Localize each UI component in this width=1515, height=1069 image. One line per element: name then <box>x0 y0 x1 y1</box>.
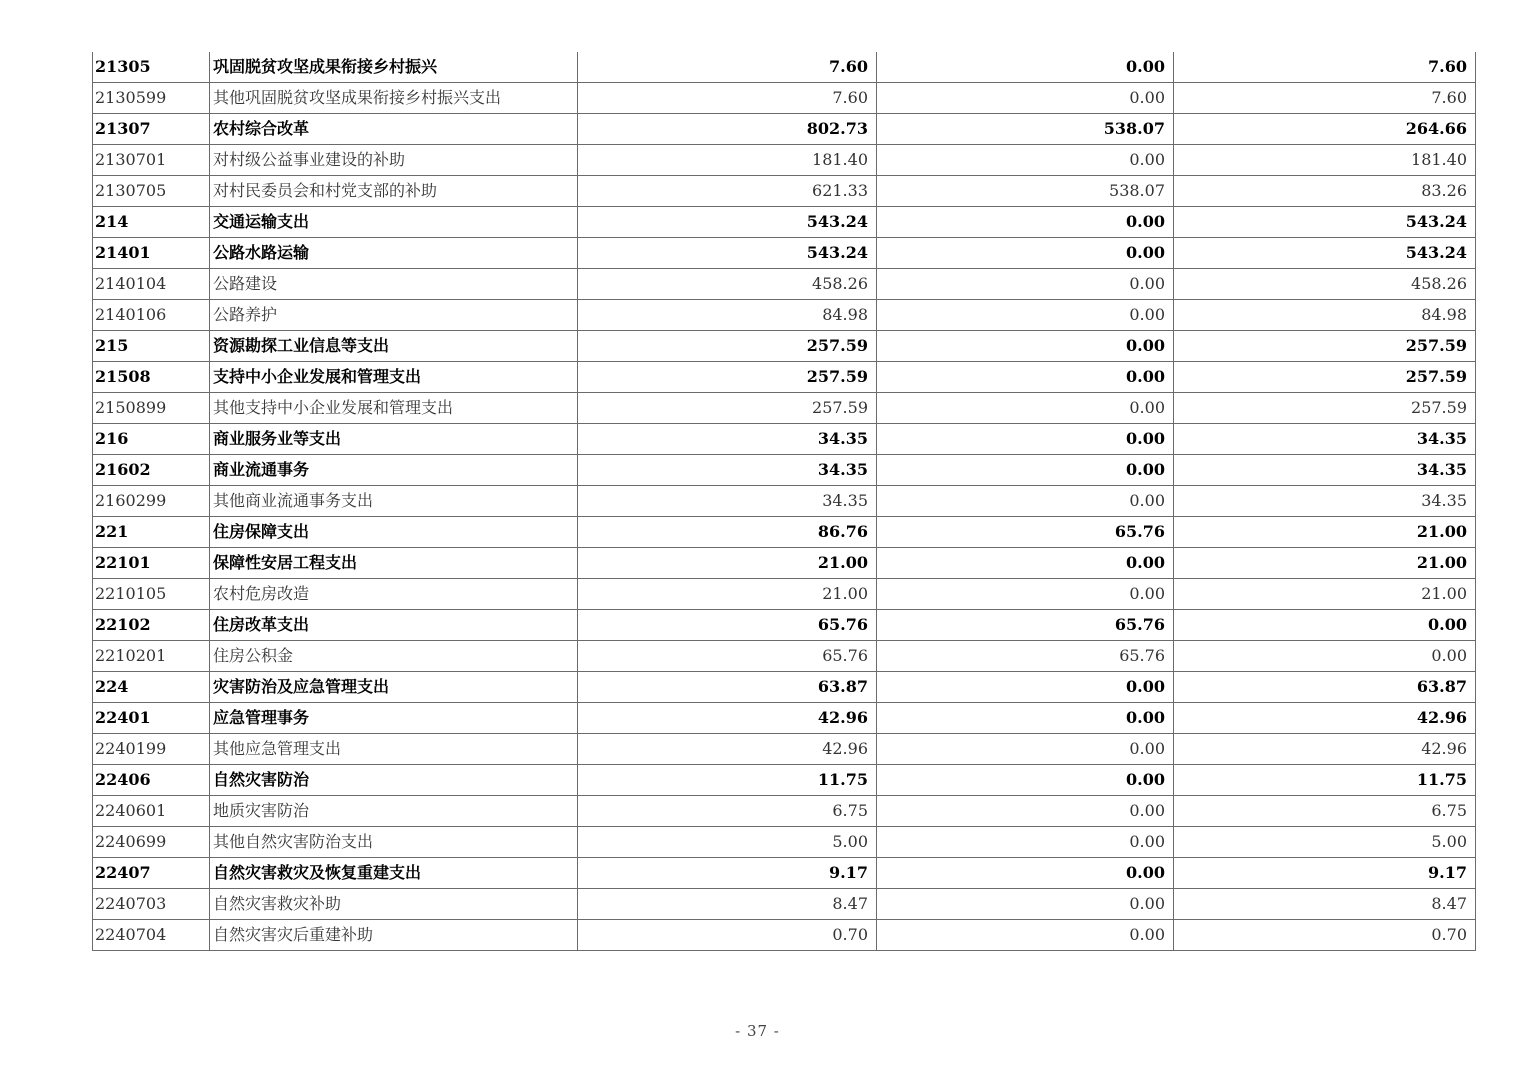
cell-basic: 65.76 <box>877 641 1174 672</box>
cell-basic: 0.00 <box>877 486 1174 517</box>
cell-code: 2240704 <box>93 920 210 951</box>
table-row <box>93 207 1476 238</box>
cell-project: 458.26 <box>1174 269 1476 300</box>
cell-total: 21.00 <box>578 548 877 579</box>
table-row <box>93 734 1476 765</box>
cell-total: 21.00 <box>578 579 877 610</box>
cell-code: 21508 <box>93 362 210 393</box>
cell-name: 自然灾害救灾补助 <box>210 889 578 920</box>
table-row <box>93 145 1476 176</box>
cell-code: 221 <box>93 517 210 548</box>
table-row <box>93 238 1476 269</box>
cell-name: 自然灾害灾后重建补助 <box>210 920 578 951</box>
cell-basic: 65.76 <box>877 517 1174 548</box>
cell-name: 其他商业流通事务支出 <box>210 486 578 517</box>
table-row <box>93 300 1476 331</box>
cell-total: 65.76 <box>578 610 877 641</box>
cell-name: 其他自然灾害防治支出 <box>210 827 578 858</box>
cell-code: 22102 <box>93 610 210 641</box>
cell-basic: 0.00 <box>877 672 1174 703</box>
cell-project: 11.75 <box>1174 765 1476 796</box>
cell-project: 6.75 <box>1174 796 1476 827</box>
table-row <box>93 517 1476 548</box>
table-row <box>93 331 1476 362</box>
table-row <box>93 424 1476 455</box>
cell-code: 2140104 <box>93 269 210 300</box>
cell-code: 22406 <box>93 765 210 796</box>
cell-name: 住房公积金 <box>210 641 578 672</box>
table-row <box>93 548 1476 579</box>
cell-name: 交通运输支出 <box>210 207 578 238</box>
cell-total: 9.17 <box>578 858 877 889</box>
cell-basic: 0.00 <box>877 207 1174 238</box>
cell-code: 2210201 <box>93 641 210 672</box>
cell-code: 2140106 <box>93 300 210 331</box>
cell-total: 63.87 <box>578 672 877 703</box>
cell-total: 86.76 <box>578 517 877 548</box>
cell-code: 2160299 <box>93 486 210 517</box>
cell-project: 257.59 <box>1174 362 1476 393</box>
cell-total: 8.47 <box>578 889 877 920</box>
cell-total: 257.59 <box>578 393 877 424</box>
cell-name: 自然灾害防治 <box>210 765 578 796</box>
cell-code: 215 <box>93 331 210 362</box>
cell-basic: 0.00 <box>877 393 1174 424</box>
cell-code: 224 <box>93 672 210 703</box>
cell-name: 住房保障支出 <box>210 517 578 548</box>
cell-code: 22407 <box>93 858 210 889</box>
table-row <box>93 672 1476 703</box>
cell-total: 257.59 <box>578 362 877 393</box>
cell-total: 65.76 <box>578 641 877 672</box>
cell-code: 2240703 <box>93 889 210 920</box>
table-row <box>93 52 1476 83</box>
cell-name: 公路建设 <box>210 269 578 300</box>
cell-name: 商业服务业等支出 <box>210 424 578 455</box>
cell-project: 0.00 <box>1174 610 1476 641</box>
table-row <box>93 362 1476 393</box>
cell-name: 商业流通事务 <box>210 455 578 486</box>
cell-name: 公路水路运输 <box>210 238 578 269</box>
cell-project: 5.00 <box>1174 827 1476 858</box>
cell-basic: 0.00 <box>877 331 1174 362</box>
table-row <box>93 920 1476 951</box>
table-row <box>93 393 1476 424</box>
table-row <box>93 176 1476 207</box>
cell-code: 2150899 <box>93 393 210 424</box>
cell-total: 181.40 <box>578 145 877 176</box>
cell-basic: 538.07 <box>877 114 1174 145</box>
table-row <box>93 455 1476 486</box>
table-row <box>93 858 1476 889</box>
cell-name: 其他巩固脱贫攻坚成果衔接乡村振兴支出 <box>210 83 578 114</box>
cell-name: 应急管理事务 <box>210 703 578 734</box>
cell-project: 42.96 <box>1174 734 1476 765</box>
cell-project: 257.59 <box>1174 393 1476 424</box>
cell-name: 巩固脱贫攻坚成果衔接乡村振兴 <box>210 52 578 83</box>
cell-basic: 0.00 <box>877 83 1174 114</box>
cell-total: 42.96 <box>578 734 877 765</box>
cell-code: 21401 <box>93 238 210 269</box>
cell-basic: 0.00 <box>877 703 1174 734</box>
cell-code: 21305 <box>93 52 210 83</box>
cell-name: 对村民委员会和村党支部的补助 <box>210 176 578 207</box>
cell-project: 7.60 <box>1174 83 1476 114</box>
cell-project: 543.24 <box>1174 238 1476 269</box>
cell-name: 自然灾害救灾及恢复重建支出 <box>210 858 578 889</box>
cell-name: 地质灾害防治 <box>210 796 578 827</box>
cell-basic: 538.07 <box>877 176 1174 207</box>
cell-total: 5.00 <box>578 827 877 858</box>
cell-total: 543.24 <box>578 238 877 269</box>
cell-project: 8.47 <box>1174 889 1476 920</box>
table-row <box>93 486 1476 517</box>
cell-code: 214 <box>93 207 210 238</box>
cell-basic: 0.00 <box>877 889 1174 920</box>
cell-total: 458.26 <box>578 269 877 300</box>
cell-project: 7.60 <box>1174 52 1476 83</box>
cell-project: 83.26 <box>1174 176 1476 207</box>
table-row <box>93 889 1476 920</box>
cell-name: 灾害防治及应急管理支出 <box>210 672 578 703</box>
table-row <box>93 703 1476 734</box>
cell-project: 543.24 <box>1174 207 1476 238</box>
table-row <box>93 796 1476 827</box>
cell-project: 0.70 <box>1174 920 1476 951</box>
table-body <box>93 52 1476 951</box>
cell-total: 34.35 <box>578 424 877 455</box>
cell-project: 21.00 <box>1174 548 1476 579</box>
cell-basic: 0.00 <box>877 734 1174 765</box>
cell-basic: 0.00 <box>877 579 1174 610</box>
cell-basic: 0.00 <box>877 920 1174 951</box>
table-row <box>93 83 1476 114</box>
cell-total: 0.70 <box>578 920 877 951</box>
table-row <box>93 610 1476 641</box>
cell-code: 22401 <box>93 703 210 734</box>
cell-code: 2130705 <box>93 176 210 207</box>
cell-project: 84.98 <box>1174 300 1476 331</box>
cell-basic: 0.00 <box>877 52 1174 83</box>
cell-name: 保障性安居工程支出 <box>210 548 578 579</box>
cell-basic: 0.00 <box>877 765 1174 796</box>
cell-project: 34.35 <box>1174 486 1476 517</box>
cell-name: 其他应急管理支出 <box>210 734 578 765</box>
cell-total: 257.59 <box>578 331 877 362</box>
cell-basic: 0.00 <box>877 362 1174 393</box>
cell-code: 2210105 <box>93 579 210 610</box>
cell-name: 公路养护 <box>210 300 578 331</box>
cell-basic: 0.00 <box>877 858 1174 889</box>
cell-project: 9.17 <box>1174 858 1476 889</box>
cell-code: 2240699 <box>93 827 210 858</box>
cell-name: 其他支持中小企业发展和管理支出 <box>210 393 578 424</box>
cell-project: 264.66 <box>1174 114 1476 145</box>
cell-name: 资源勘探工业信息等支出 <box>210 331 578 362</box>
cell-name: 农村综合改革 <box>210 114 578 145</box>
cell-basic: 0.00 <box>877 455 1174 486</box>
cell-total: 84.98 <box>578 300 877 331</box>
cell-code: 216 <box>93 424 210 455</box>
cell-total: 34.35 <box>578 486 877 517</box>
cell-project: 181.40 <box>1174 145 1476 176</box>
cell-basic: 0.00 <box>877 145 1174 176</box>
cell-name: 对村级公益事业建设的补助 <box>210 145 578 176</box>
cell-basic: 0.00 <box>877 796 1174 827</box>
cell-total: 802.73 <box>578 114 877 145</box>
cell-basic: 0.00 <box>877 300 1174 331</box>
cell-basic: 0.00 <box>877 827 1174 858</box>
cell-basic: 0.00 <box>877 238 1174 269</box>
cell-total: 42.96 <box>578 703 877 734</box>
cell-project: 34.35 <box>1174 455 1476 486</box>
cell-code: 2240601 <box>93 796 210 827</box>
cell-name: 农村危房改造 <box>210 579 578 610</box>
cell-project: 257.59 <box>1174 331 1476 362</box>
cell-basic: 0.00 <box>877 269 1174 300</box>
cell-code: 21602 <box>93 455 210 486</box>
cell-code: 2130701 <box>93 145 210 176</box>
cell-code: 2130599 <box>93 83 210 114</box>
table-row <box>93 827 1476 858</box>
cell-basic: 0.00 <box>877 424 1174 455</box>
cell-name: 支持中小企业发展和管理支出 <box>210 362 578 393</box>
cell-basic: 65.76 <box>877 610 1174 641</box>
cell-total: 11.75 <box>578 765 877 796</box>
cell-project: 34.35 <box>1174 424 1476 455</box>
budget-expenditure-table <box>92 52 1476 951</box>
cell-total: 6.75 <box>578 796 877 827</box>
cell-name: 住房改革支出 <box>210 610 578 641</box>
cell-total: 7.60 <box>578 52 877 83</box>
cell-project: 42.96 <box>1174 703 1476 734</box>
table-row <box>93 114 1476 145</box>
cell-total: 34.35 <box>578 455 877 486</box>
cell-code: 21307 <box>93 114 210 145</box>
cell-total: 621.33 <box>578 176 877 207</box>
cell-project: 21.00 <box>1174 579 1476 610</box>
cell-project: 63.87 <box>1174 672 1476 703</box>
table-row <box>93 579 1476 610</box>
cell-basic: 0.00 <box>877 548 1174 579</box>
page-number: - 37 - <box>735 1022 780 1040</box>
cell-total: 7.60 <box>578 83 877 114</box>
cell-code: 2240199 <box>93 734 210 765</box>
cell-total: 543.24 <box>578 207 877 238</box>
table-row <box>93 765 1476 796</box>
table-row <box>93 641 1476 672</box>
cell-project: 21.00 <box>1174 517 1476 548</box>
table-row <box>93 269 1476 300</box>
cell-project: 0.00 <box>1174 641 1476 672</box>
cell-code: 22101 <box>93 548 210 579</box>
